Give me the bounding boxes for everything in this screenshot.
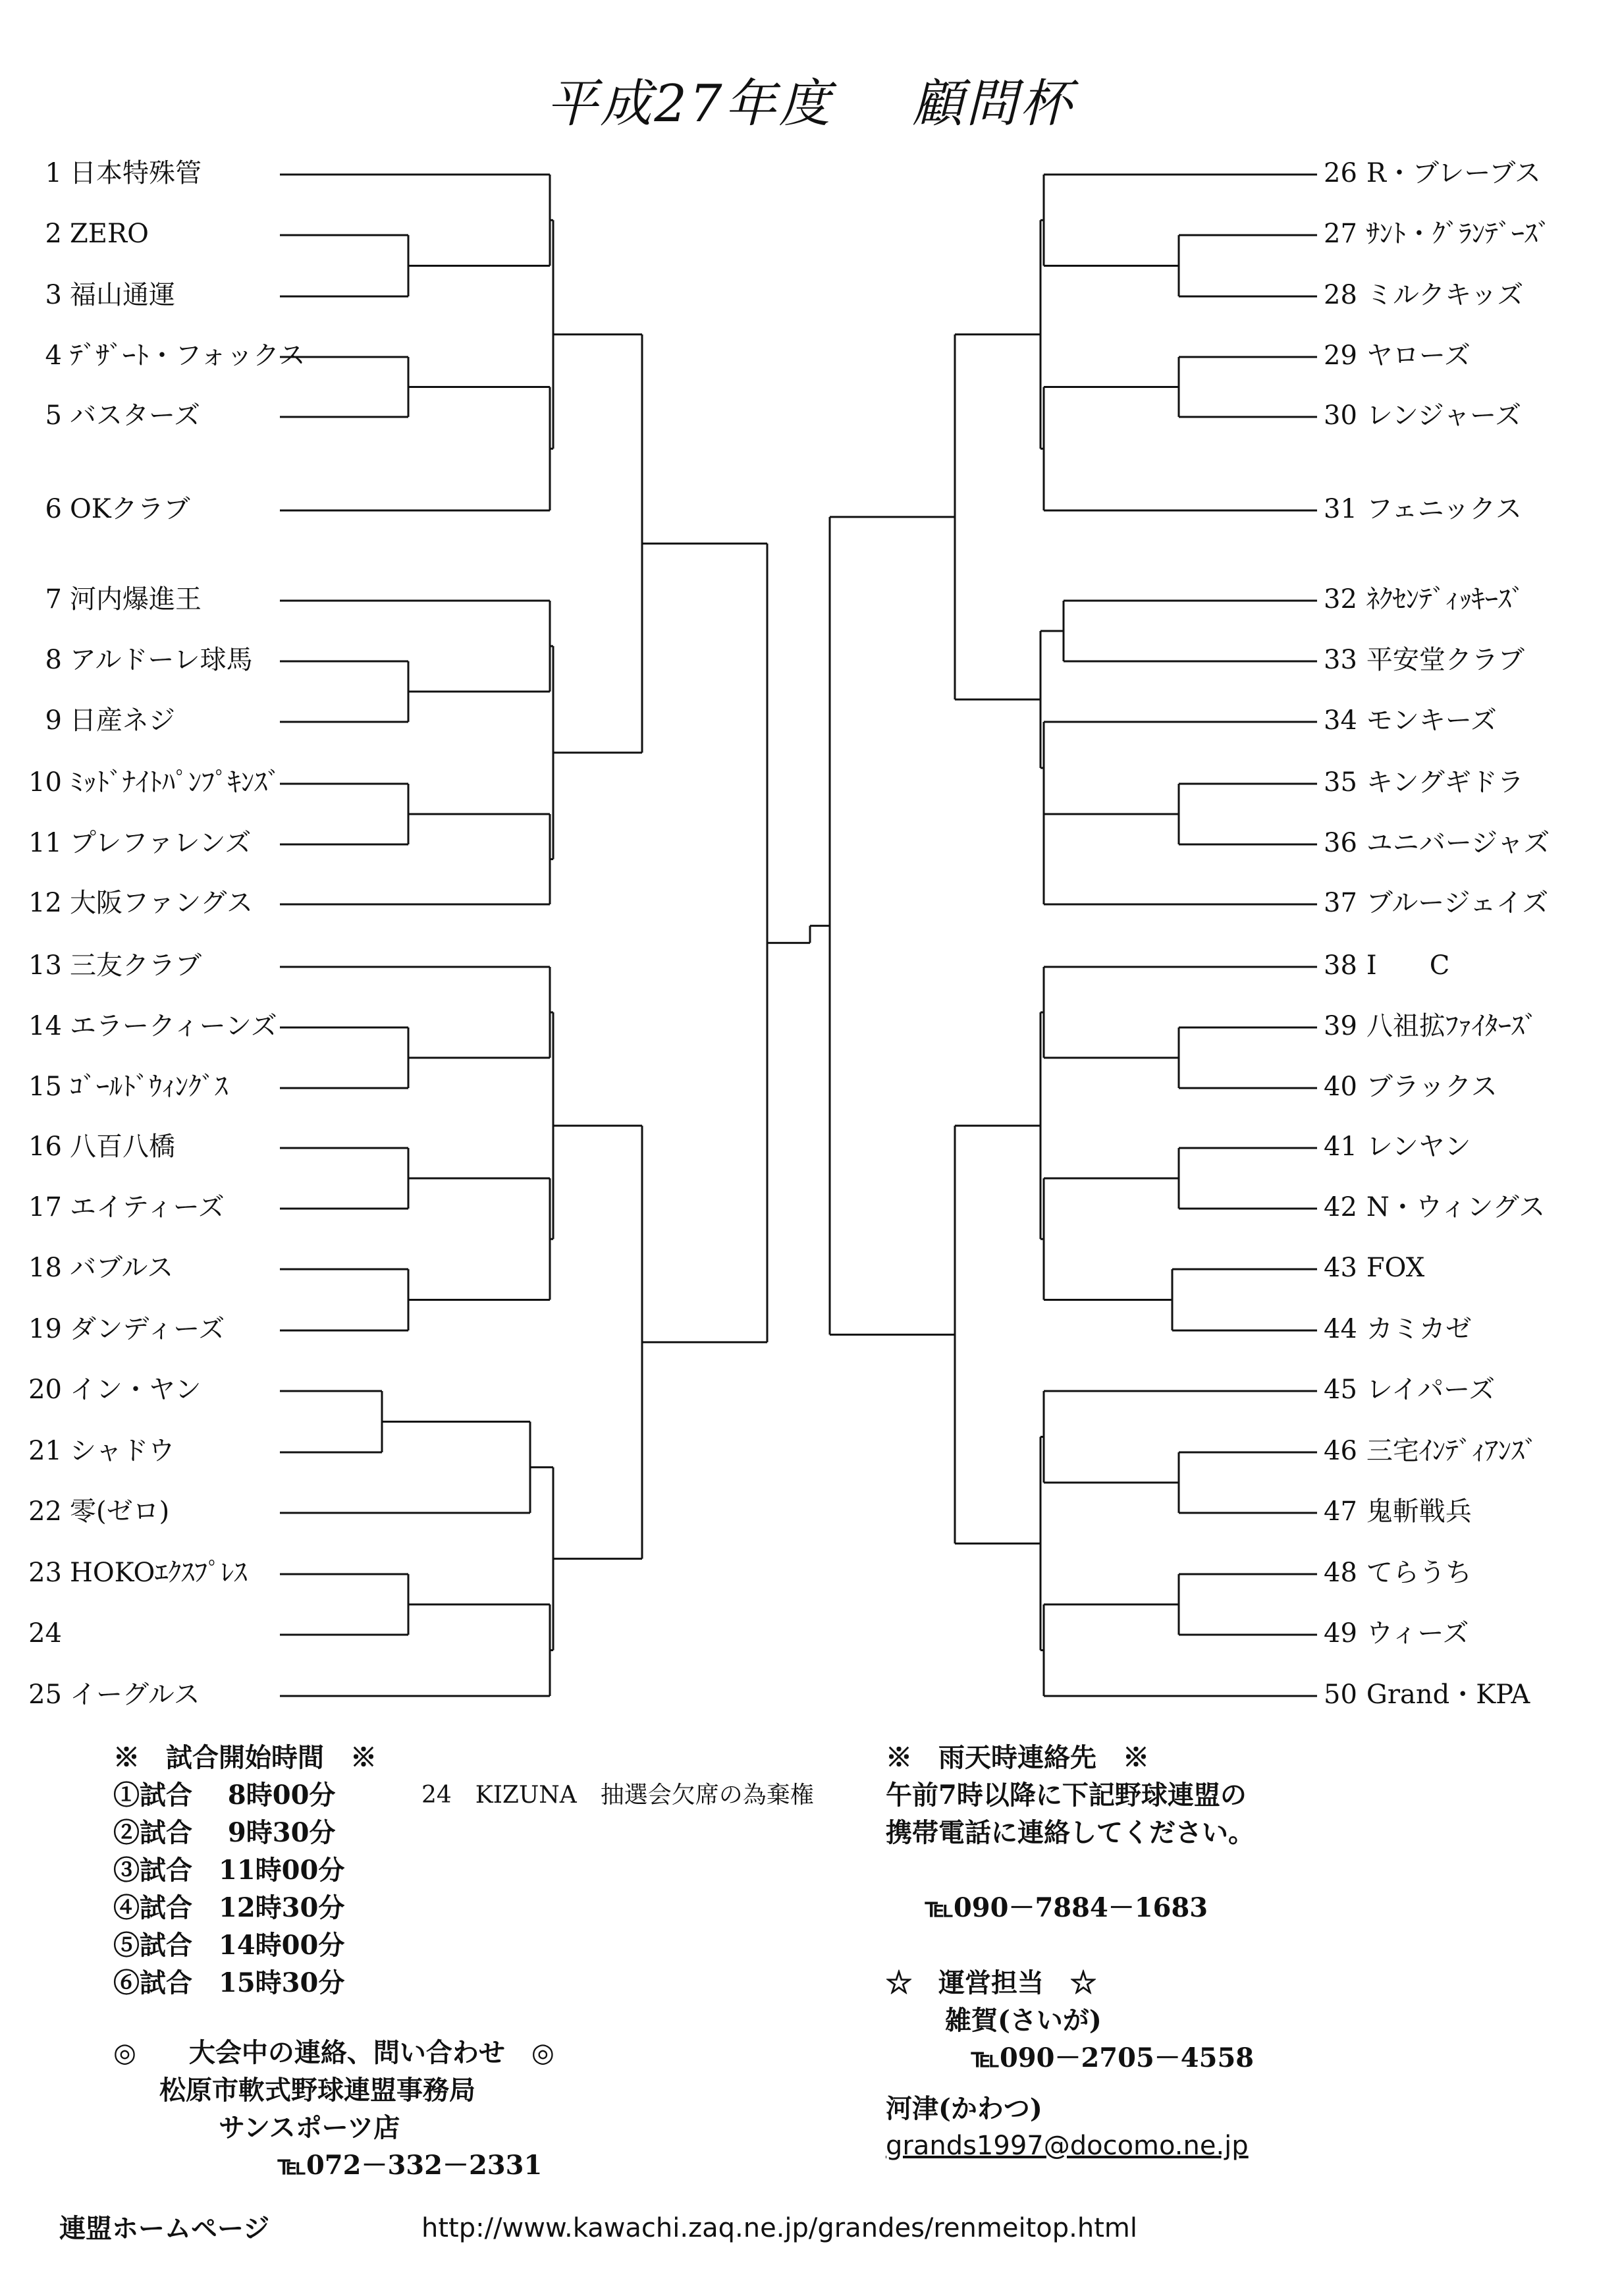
team-name: ユニバージャズ <box>1366 828 1550 858</box>
team-number: 8 <box>45 645 62 675</box>
team-number: 10 <box>28 767 62 798</box>
team-entry <box>1324 1316 1472 1342</box>
team-number: 16 <box>28 1132 62 1162</box>
team-entry <box>24 1560 247 1586</box>
team-name: レイパーズ <box>1366 1375 1496 1405</box>
team-entry <box>1324 496 1522 522</box>
operations-phone: ℡090－2705－4558 <box>971 2042 1255 2073</box>
team-name: ブルージェイズ <box>1366 888 1549 918</box>
team-number: 15 <box>28 1072 62 1102</box>
team-number: 48 <box>1324 1558 1357 1588</box>
team-entry <box>1324 1438 1538 1464</box>
schedule-row: ⑤試合 14時00分 <box>113 1930 345 1961</box>
team-number: 23 <box>28 1558 62 1588</box>
tournament-contact-section <box>113 2034 554 2184</box>
team-number: 21 <box>28 1436 62 1466</box>
team-name: エイティーズ <box>70 1192 225 1222</box>
team-name: エラークィーンズ <box>70 1011 277 1041</box>
team-entry <box>1324 1620 1469 1647</box>
team-entry <box>24 1194 225 1220</box>
team-number: 27 <box>1324 219 1357 249</box>
team-entry <box>1324 1377 1495 1403</box>
team-name: レンジャーズ <box>1366 400 1522 431</box>
team-entry <box>24 769 281 796</box>
team-name: イン・ヤン <box>70 1375 202 1405</box>
tournament-contact-heading: ◎ 大会中の連絡、問い合わせ ◎ <box>113 2037 554 2068</box>
schedule-row: ⑥試合 15時30分 <box>113 1967 345 1998</box>
team-entry <box>24 160 202 186</box>
team-entry <box>1324 160 1541 186</box>
team-number: 9 <box>45 705 62 736</box>
team-name: R・ブレーブス <box>1366 158 1541 188</box>
team-number: 28 <box>1324 280 1357 310</box>
team-number: 44 <box>1324 1314 1357 1344</box>
team-name: キングギドラ <box>1366 767 1524 798</box>
team-entry <box>1324 1074 1498 1100</box>
team-name: 三宅ｲﾝﾃﾞｨｱﾝｽﾞ <box>1366 1436 1538 1466</box>
team-entry <box>24 496 190 522</box>
team-name: バスターズ <box>70 400 200 431</box>
team-entry <box>1324 769 1524 796</box>
forfeit-note: 24 KIZUNA 抽選会欠席の為棄権 <box>421 1782 814 1809</box>
homepage-label: 連盟ホームページ <box>59 2213 270 2244</box>
team-name: アルドーレ球馬 <box>70 645 253 675</box>
team-entry <box>24 402 200 429</box>
schedule-row: ④試合 12時30分 <box>113 1892 345 1923</box>
team-number: 33 <box>1324 645 1357 675</box>
team-number: 1 <box>45 158 62 188</box>
team-number: 35 <box>1324 767 1357 798</box>
team-name: プレファレンズ <box>70 828 252 858</box>
team-number: 26 <box>1324 158 1357 188</box>
team-entry <box>24 1377 202 1403</box>
team-number: 6 <box>45 494 62 524</box>
team-number: 40 <box>1324 1072 1357 1102</box>
team-number: 7 <box>45 584 62 615</box>
team-number: 29 <box>1324 341 1357 371</box>
page-title <box>0 63 1620 136</box>
team-entry <box>24 890 253 916</box>
team-number: 43 <box>1324 1253 1357 1283</box>
team-name: 日産ネジ <box>70 705 175 736</box>
team-name: 八百八橋 <box>70 1132 175 1162</box>
team-name: 河内爆進王 <box>70 584 202 615</box>
team-entry <box>24 1255 173 1281</box>
rain-contact-line: 携帯電話に連絡してください。 <box>886 1817 1255 1848</box>
team-number: 32 <box>1324 584 1357 615</box>
rain-contact-line: 午前7時以降に下記野球連盟の <box>886 1780 1247 1811</box>
team-name: 三友クラブ <box>70 950 202 981</box>
schedule-row: ③試合 11時00分 <box>113 1855 345 1886</box>
team-number: 41 <box>1324 1132 1357 1162</box>
team-number: 42 <box>1324 1192 1357 1222</box>
team-name: イーグルス <box>70 1680 200 1710</box>
title-cup-name: 顧問杯 <box>911 74 1074 134</box>
team-number: 46 <box>1324 1436 1357 1466</box>
team-name: 平安堂クラブ <box>1366 645 1525 675</box>
team-number: 18 <box>28 1253 62 1283</box>
team-entry <box>1324 952 1449 979</box>
team-name: 鬼斬戦兵 <box>1366 1496 1472 1527</box>
team-name: Grand・KPA <box>1366 1680 1530 1710</box>
team-name: ﾐｯﾄﾞﾅｲﾄﾊﾟﾝﾌﾟｷﾝｽﾞ <box>70 767 281 798</box>
team-number: 39 <box>1324 1011 1357 1041</box>
team-name: カミカゼ <box>1366 1314 1472 1344</box>
team-entry <box>24 647 253 673</box>
team-number: 49 <box>1324 1618 1357 1649</box>
team-number: 17 <box>28 1192 62 1222</box>
team-entry <box>24 1498 169 1525</box>
team-name: シャドウ <box>70 1436 175 1466</box>
team-name: 零(ゼロ) <box>70 1496 170 1527</box>
team-entry <box>1324 1013 1538 1039</box>
team-name: ﾈｸｾﾝﾃﾞｨｯｷｰｽﾞ <box>1366 584 1525 615</box>
team-number: 3 <box>45 280 62 310</box>
team-number: 47 <box>1324 1496 1357 1527</box>
team-name: フェニックス <box>1366 494 1522 524</box>
team-name: レンヤン <box>1366 1132 1471 1162</box>
team-number: 50 <box>1324 1680 1357 1710</box>
team-entry <box>24 586 202 613</box>
team-name: 大阪ファングス <box>70 888 253 918</box>
title-year: 平成27年度 <box>546 74 833 134</box>
team-entry <box>24 707 175 734</box>
team-entry <box>1324 402 1521 429</box>
team-name: ブラックス <box>1366 1072 1498 1102</box>
schedule-row: ②試合 9時30分 <box>113 1817 336 1848</box>
team-name: I C <box>1366 950 1450 981</box>
team-name: HOKOｴｸｽﾌﾟﾚｽ <box>70 1558 248 1588</box>
team-name: 八祖拡ﾌｧｲﾀｰｽﾞ <box>1366 1011 1538 1041</box>
team-entry <box>1324 1194 1545 1220</box>
operations-person: 雑賀(さいが) <box>945 2005 1102 2036</box>
team-name: N・ウィングス <box>1366 1192 1546 1222</box>
team-entry <box>24 952 202 979</box>
team-name: OKクラブ <box>70 494 190 524</box>
team-entry <box>1324 342 1471 369</box>
team-number: 5 <box>45 400 62 431</box>
team-number: 20 <box>28 1375 62 1405</box>
team-number: 4 <box>45 341 62 371</box>
team-entry <box>1324 1255 1424 1281</box>
team-entry <box>24 1620 70 1647</box>
operations-section <box>886 1964 1254 2165</box>
team-name: FOX <box>1366 1253 1425 1283</box>
team-number: 31 <box>1324 494 1357 524</box>
team-number: 22 <box>28 1496 62 1527</box>
team-number: 11 <box>28 828 62 858</box>
team-name: ZERO <box>70 219 149 249</box>
rain-contact-section <box>886 1739 1255 1927</box>
team-number: 14 <box>28 1011 62 1041</box>
team-entry <box>1324 890 1548 916</box>
tournament-contact-shop: サンスポーツ店 <box>219 2112 400 2143</box>
team-entry <box>24 830 251 856</box>
team-entry <box>1324 1498 1472 1525</box>
team-entry <box>24 1681 200 1708</box>
team-entry <box>24 221 149 247</box>
team-number: 36 <box>1324 828 1357 858</box>
team-entry <box>1324 647 1525 673</box>
team-number: 45 <box>1324 1375 1357 1405</box>
homepage-link[interactable]: http://www.kawachi.zaq.ne.jp/grandes/renmeitop.html <box>421 2213 1137 2243</box>
team-entry <box>1324 707 1497 734</box>
team-name: ヤローズ <box>1366 341 1471 371</box>
team-number: 34 <box>1324 705 1357 736</box>
team-name: てらうち <box>1366 1558 1472 1588</box>
team-number: 2 <box>45 219 62 249</box>
team-number: 38 <box>1324 950 1357 981</box>
team-entry <box>1324 1560 1472 1586</box>
rain-contact-phone: ℡090－7884－1683 <box>925 1892 1208 1923</box>
team-entry <box>1324 1134 1471 1160</box>
operations-person: 河津(かわつ) <box>886 2093 1042 2124</box>
team-number: 25 <box>28 1680 62 1710</box>
team-name: モンキーズ <box>1366 705 1497 736</box>
team-name: ダンディーズ <box>70 1314 225 1344</box>
team-entry <box>1324 830 1550 856</box>
team-entry <box>1324 221 1551 247</box>
team-entry <box>1324 1681 1530 1708</box>
team-number: 30 <box>1324 400 1357 431</box>
team-entry <box>24 1013 277 1039</box>
schedule-section <box>113 1739 377 2002</box>
team-entry <box>24 1316 225 1342</box>
team-name: 日本特殊管 <box>70 158 202 188</box>
team-entry <box>24 282 175 308</box>
rain-contact-heading: ※ 雨天時連絡先 ※ <box>886 1742 1149 1773</box>
tournament-contact-org: 松原市軟式野球連盟事務局 <box>159 2075 475 2106</box>
team-entry <box>24 1134 175 1160</box>
team-name: ﾃﾞｻﾞｰﾄ・フォックス <box>70 341 306 371</box>
team-name: ｻﾝﾄ・ｸﾞﾗﾝﾃﾞｰｽﾞ <box>1366 219 1551 249</box>
team-entry <box>24 342 306 369</box>
team-entry <box>1324 282 1523 308</box>
team-number: 12 <box>28 888 62 918</box>
team-entry <box>24 1438 175 1464</box>
team-name: ウィーズ <box>1366 1618 1469 1649</box>
tournament-contact-phone: ℡072－332－2331 <box>278 2150 543 2181</box>
team-name: バブルス <box>70 1253 174 1283</box>
team-name: ｺﾞｰﾙﾄﾞｳｨﾝｸﾞｽ <box>70 1072 228 1102</box>
schedule-heading: ※ 試合開始時間 ※ <box>113 1742 377 1773</box>
team-number: 24 <box>28 1618 62 1649</box>
team-name: ミルクキッズ <box>1366 280 1524 310</box>
team-entry <box>1324 586 1525 613</box>
team-number: 13 <box>28 950 62 981</box>
team-number: 19 <box>28 1314 62 1344</box>
team-number: 37 <box>1324 888 1357 918</box>
operations-email[interactable]: grands1997@docomo.ne.jp <box>886 2131 1249 2161</box>
team-name: 福山通運 <box>70 280 175 310</box>
team-entry <box>24 1074 228 1100</box>
operations-heading: ☆ 運営担当 ☆ <box>886 1967 1096 1998</box>
schedule-row: ①試合 8時00分 <box>113 1780 336 1811</box>
